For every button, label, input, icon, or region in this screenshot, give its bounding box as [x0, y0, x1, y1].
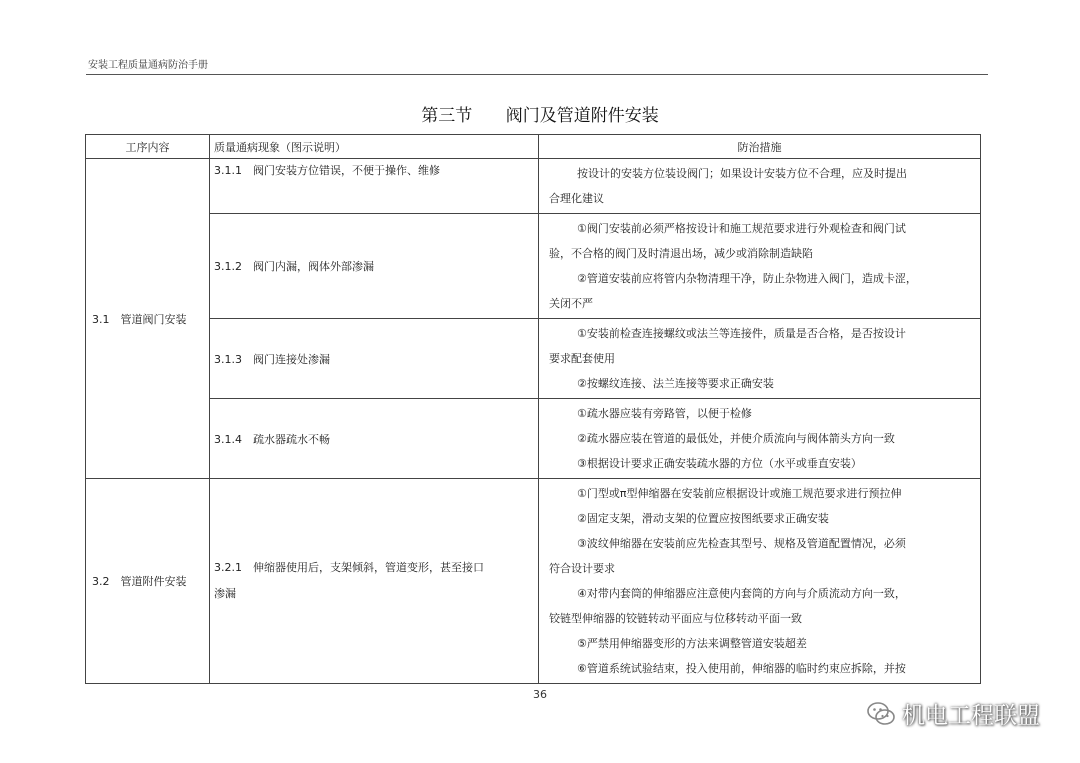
col-header-measures: 防治措施 — [539, 135, 981, 159]
measure-line: 铰链型伸缩器的铰链转动平面应与位移转动平面一致 — [549, 612, 802, 625]
measure-line: ③波纹伸缩器在安装前应先检查其型号、规格及管道配置情况，必须 — [577, 537, 906, 550]
measure-line: ①安装前检查连接螺纹或法兰等连接件，质量是否合格，是否按设计 — [577, 327, 906, 340]
measure-line: 要求配套使用 — [549, 352, 615, 365]
measure-line: ②管道安装前应将管内杂物清理干净，防止杂物进入阀门，造成卡涩， — [577, 272, 917, 285]
measure-line: ③根据设计要求正确安装疏水器的方位（水平或垂直安装） — [577, 457, 862, 470]
col-header-process: 工序内容 — [86, 135, 210, 159]
measure-line: 按设计的安装方位装设阀门；如果设计安装方位不合理，应及时提出 — [577, 167, 907, 180]
defect-cell-3-1-2 — [210, 214, 539, 319]
measure-line: 符合设计要求 — [549, 562, 615, 575]
measures-cell-3-1-3 — [539, 319, 981, 399]
measure-line: ②疏水器应装在管道的最低处，并使介质流向与阀体箭头方向一致 — [577, 432, 895, 445]
measures-cell-3-1-1 — [539, 159, 981, 214]
defect-cell-3-1-4 — [210, 399, 539, 479]
table-row — [86, 399, 981, 479]
defect-text: 3.1.4 疏水器疏水不畅 — [214, 432, 330, 446]
measure-line: ①疏水器应装有旁路管，以便于检修 — [577, 407, 752, 420]
table-header-row — [86, 135, 981, 159]
header-rule — [86, 74, 988, 75]
page-number: 36 — [533, 688, 547, 701]
watermark — [866, 697, 1040, 730]
table-row — [86, 479, 981, 684]
measure-line: ②固定支架，滑动支架的位置应按图纸要求正确安装 — [577, 512, 829, 525]
section-heading: 阀门及管道附件安装 — [505, 106, 659, 126]
defect-text: 3.2.1 伸缩器使用后，支架倾斜，管道变形，甚至接口 — [214, 561, 484, 574]
measure-line: ①门型或π型伸缩器在安装前应根据设计或施工规范要求进行预拉伸 — [577, 487, 902, 500]
running-header-title: 安装工程质量通病防治手册 — [88, 60, 208, 71]
measure-line: ①阀门安装前必须严格按设计和施工规范要求进行外观检查和阀门试 — [577, 222, 906, 235]
process-cell-3-1: 3.1 管道阀门安装 — [86, 159, 210, 479]
defect-text: 渗漏 — [214, 587, 236, 600]
measure-line: ②按螺纹连接、法兰连接等要求正确安装 — [577, 377, 774, 390]
table-row — [86, 159, 981, 214]
measures-cell-3-1-4 — [539, 399, 981, 479]
table-row — [86, 214, 981, 319]
defect-text: 3.1.1 阀门安装方位错误，不便于操作、维修 — [214, 164, 440, 177]
process-cell-3-2: 3.2 管道附件安装 — [86, 479, 210, 684]
defect-cell-3-2-1 — [210, 479, 539, 684]
col-header-defect: 质量通病现象（图示说明） — [210, 135, 539, 159]
quality-defects-table — [85, 134, 981, 684]
measure-line: ⑥管道系统试验结束，投入使用前，伸缩器的临时约束应拆除，并按 — [577, 662, 906, 675]
measures-cell-3-2-1 — [539, 479, 981, 684]
defect-text: 3.1.3 阀门连接处渗漏 — [214, 352, 330, 366]
section-title — [0, 101, 1080, 126]
wechat-icon — [866, 701, 896, 727]
defect-text: 3.1.2 阀门内漏，阀体外部渗漏 — [214, 260, 374, 273]
table-row — [86, 319, 981, 399]
measure-line: ④对带内套筒的伸缩器应注意使内套筒的方向与介质流动方向一致， — [577, 587, 906, 600]
measures-cell-3-1-2 — [539, 214, 981, 319]
defect-cell-3-1-3 — [210, 319, 539, 399]
measure-line: 关闭不严 — [549, 297, 593, 310]
measure-line: 验，不合格的阀门及时清退出场，减少或消除制造缺陷 — [549, 247, 813, 260]
watermark-text: 机电工程联盟 — [902, 703, 1040, 729]
measure-line: ⑤严禁用伸缩器变形的方法来调整管道安装超差 — [577, 637, 807, 650]
defect-cell-3-1-1 — [210, 159, 539, 214]
section-number: 第三节 — [421, 106, 473, 126]
measure-line: 合理化建议 — [549, 192, 604, 205]
